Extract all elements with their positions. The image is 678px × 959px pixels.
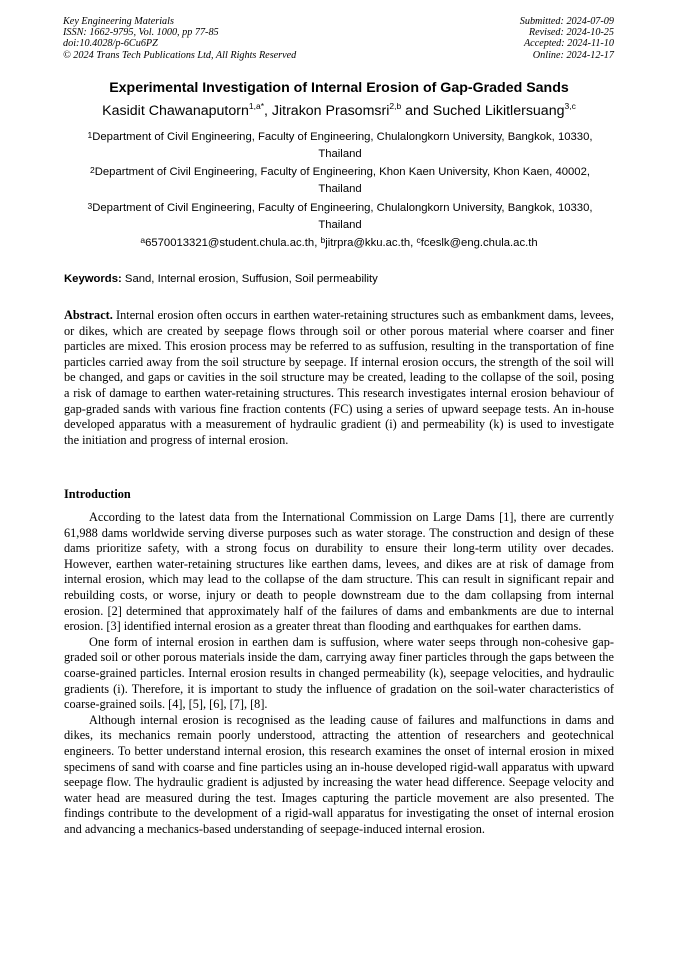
author-marker: 1,a* <box>248 101 264 111</box>
abstract <box>64 308 614 448</box>
author-marker: 3,c <box>564 101 576 111</box>
abstract-label: Abstract. <box>64 308 113 322</box>
abstract-text: Internal erosion often occurs in earthen water-retaining structures such as embankment dams, levees, or dikes, which are created by seepage flows through soil or other porous material where coarser and finer particles are mixed. This erosion process may be referred to as suffusion, resulting in the transportation of fine particles carried away from the soil structure by seepage. If internal erosion occurs, the strength of the soil will be changed, and gaps or cavities in the soil structure may be created, leading to the collapse of the soil, posing a risk of damage to earthen water-retaining structures. This research investigates internal erosion behaviour of gap-graded sands with various fine fraction contents (FC) using a series of upward seepage tests. An in-house developed apparatus with a measurement of hydraulic gradient (i) and permeability (k) is used to investigate the initiation and progress of internal erosion. <box>64 308 614 447</box>
affiliation-text: Department of Civil Engineering, Faculty of Engineering, Khon Kaen University, Khon Kaen, 40002, Thailand <box>94 166 590 195</box>
affiliation-text: Department of Civil Engineering, Faculty of Engineering, Chulalongkorn University, Bangkok, 10330, Thailand <box>92 202 593 231</box>
affiliation-text: Department of Civil Engineering, Faculty of Engineering, Chulalongkorn University, Bangkok, 10330, Thailand <box>92 131 593 160</box>
journal-header <box>63 16 296 61</box>
affiliation-marker: 3 <box>87 201 93 211</box>
affiliation-marker: 1 <box>87 130 93 140</box>
paragraph: One form of internal erosion in earthen dam is suffusion, where water seeps through non-cohesive gap-graded soil or other porous materials inside the dam, carrying away finer particles through the gaps between the coarse-grained particles. Internal erosion results in changed permeability (k), seepage velocities, and hydraulic gradients (i). Therefore, it is important to study the influence of gradation on the soil-water characteristics of coarse-grained soils. [4], [5], [6], [7], [8]. <box>64 634 614 712</box>
author-name: Kasidit Chawanaputorn <box>102 103 249 119</box>
introduction-body <box>64 510 614 837</box>
affiliation-1 <box>70 129 610 162</box>
email-separator: , <box>314 237 321 249</box>
affiliation-marker: 2 <box>90 165 95 175</box>
paragraph: According to the latest data from the International Commission on Large Dams [1], there are currently 61,988 dams worldwide serving diverse purposes such as water storage. The construction and design of these dams prioritize safety, with a strong focus on durability to ensure their long-term utility over decades. However, earthen water-retaining structures like earthen dams, levees, and dikes are at risk of damage from internal erosion, which may lead to the collapse of the dam structure. This can result in significant repair and rebuilding costs, or worse, injury or death to people downstream due to the dam collapsing from internal erosion. [2] determined that approximately half of the failures of dams and embankments are due to internal erosion. [3] identified internal erosion as a greater threat than flooding and earthquakes for earthen dams. <box>64 510 614 634</box>
author-separator: , <box>264 103 272 119</box>
paper-title: Experimental Investigation of Internal Erosion of Gap-Graded Sands <box>109 80 569 96</box>
accepted-date: Accepted: 2024-11-10 <box>523 38 614 50</box>
author-name: Jitrakon Prasomsri <box>271 103 390 119</box>
author-separator: and <box>401 103 433 119</box>
keywords <box>64 273 378 285</box>
email-marker: c <box>416 235 421 245</box>
doi-line: doi:10.4028/p-6Cu6PZ <box>63 38 158 50</box>
copyright-line: © 2024 Trans Tech Publications Ltd, All Rights Reserved <box>63 49 297 61</box>
email-marker: a <box>140 235 146 245</box>
keywords-label: Keywords: <box>64 273 122 285</box>
email-link[interactable]: fceslk@eng.chula.ac.th <box>420 237 538 249</box>
dates-header <box>520 16 614 61</box>
email-list <box>0 237 678 249</box>
author-marker: 2,b <box>389 101 402 111</box>
section-heading: Introduction <box>64 487 131 501</box>
issn-line: ISSN: 1662-9795, Vol. 1000, pp 77-85 <box>63 27 219 39</box>
keywords-text: Sand, Internal erosion, Suffusion, Soil permeability <box>121 273 378 285</box>
email-link[interactable]: 6570013321@student.chula.ac.th <box>145 237 315 249</box>
email-separator: , <box>410 237 417 249</box>
affiliation-2 <box>70 164 610 197</box>
author-list <box>0 103 678 119</box>
email-link[interactable]: jitrpra@kku.ac.th <box>325 237 411 249</box>
paragraph: Although internal erosion is recognised as the leading cause of failures and malfunctions in dams and dikes, its mechanics remain poorly understood, attracting the attention of researchers and geotechnical engineers. To better understand internal erosion, this research examines the onset of internal erosion in mixed specimens of sand with coarse and fine particles using an in-house developed rigid-wall apparatus with upward seepage flow. The hydraulic gradient is adjusted by increasing the water head difference. Seepage velocity and water head are measured during the test. Images capturing the particle movement are also presented. The findings contribute to the development of a rigid-wall apparatus for investigating the onset of internal erosion and advancing a mechanics-based understanding of seepage-induced internal erosion. <box>64 712 614 836</box>
revised-date: Revised: 2024-10-25 <box>528 27 614 39</box>
online-date: Online: 2024-12-17 <box>532 49 614 61</box>
email-marker: b <box>320 235 326 245</box>
submitted-date: Submitted: 2024-07-09 <box>519 16 614 27</box>
journal-name: Key Engineering Materials <box>63 16 174 27</box>
author-name: Suched Likitlersuang <box>432 103 565 119</box>
affiliation-3 <box>70 200 610 233</box>
